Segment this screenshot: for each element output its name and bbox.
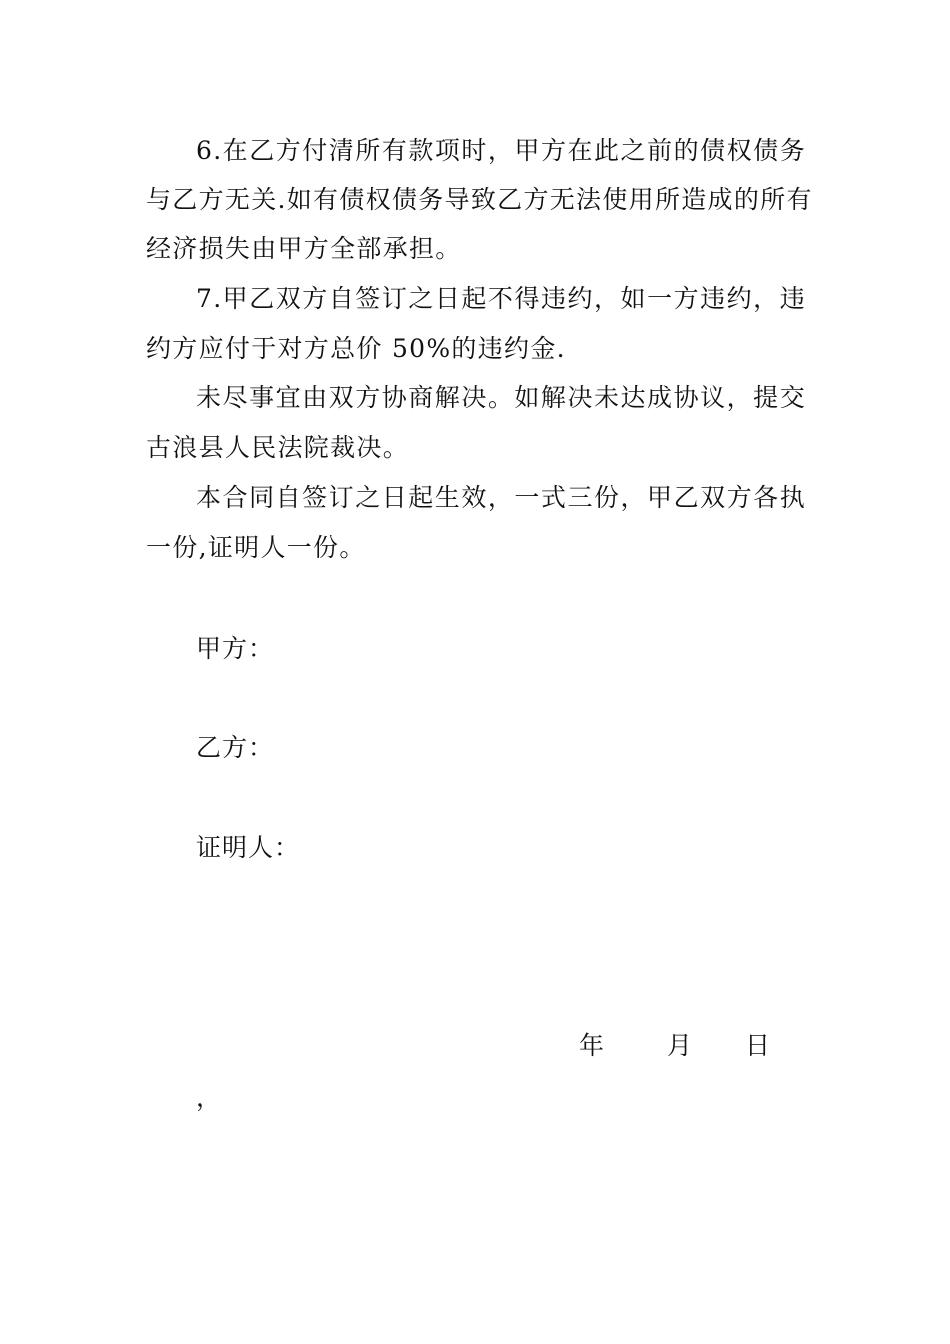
clause-7-line-1: 7.甲乙双方自签订之日起不得违约，如一方违约，违 xyxy=(196,284,806,313)
party-a-signature-label: 甲方： xyxy=(196,634,275,663)
date-day-label: 日 xyxy=(745,1031,771,1060)
trailing-comma: ， xyxy=(196,1083,222,1112)
dispute-clause-line-1: 未尽事宜由双方协商解决。如解决未达成协议，提交 xyxy=(196,383,806,412)
clause-6-line-2: 与乙方无关.如有债权债务导致乙方无法使用所造成的所有 xyxy=(146,185,813,214)
party-b-signature-label: 乙方： xyxy=(196,733,275,762)
date-year-label: 年 xyxy=(579,1031,605,1060)
clause-6-line-1: 6.在乙方付清所有款项时，甲方在此之前的债权债务 xyxy=(196,136,806,165)
effective-clause-line-1: 本合同自签订之日起生效，一式三份，甲乙双方各执 xyxy=(196,483,806,512)
effective-clause-line-2: 一份,证明人一份。 xyxy=(146,533,366,562)
clause-7-line-2: 约方应付于对方总价 50%的违约金. xyxy=(146,334,566,363)
dispute-clause-line-2: 古浪县人民法院裁决。 xyxy=(146,433,410,462)
clause-6-line-3: 经济损失由甲方全部承担。 xyxy=(146,234,462,263)
date-month-label: 月 xyxy=(667,1031,693,1060)
witness-signature-label: 证明人： xyxy=(196,833,301,862)
